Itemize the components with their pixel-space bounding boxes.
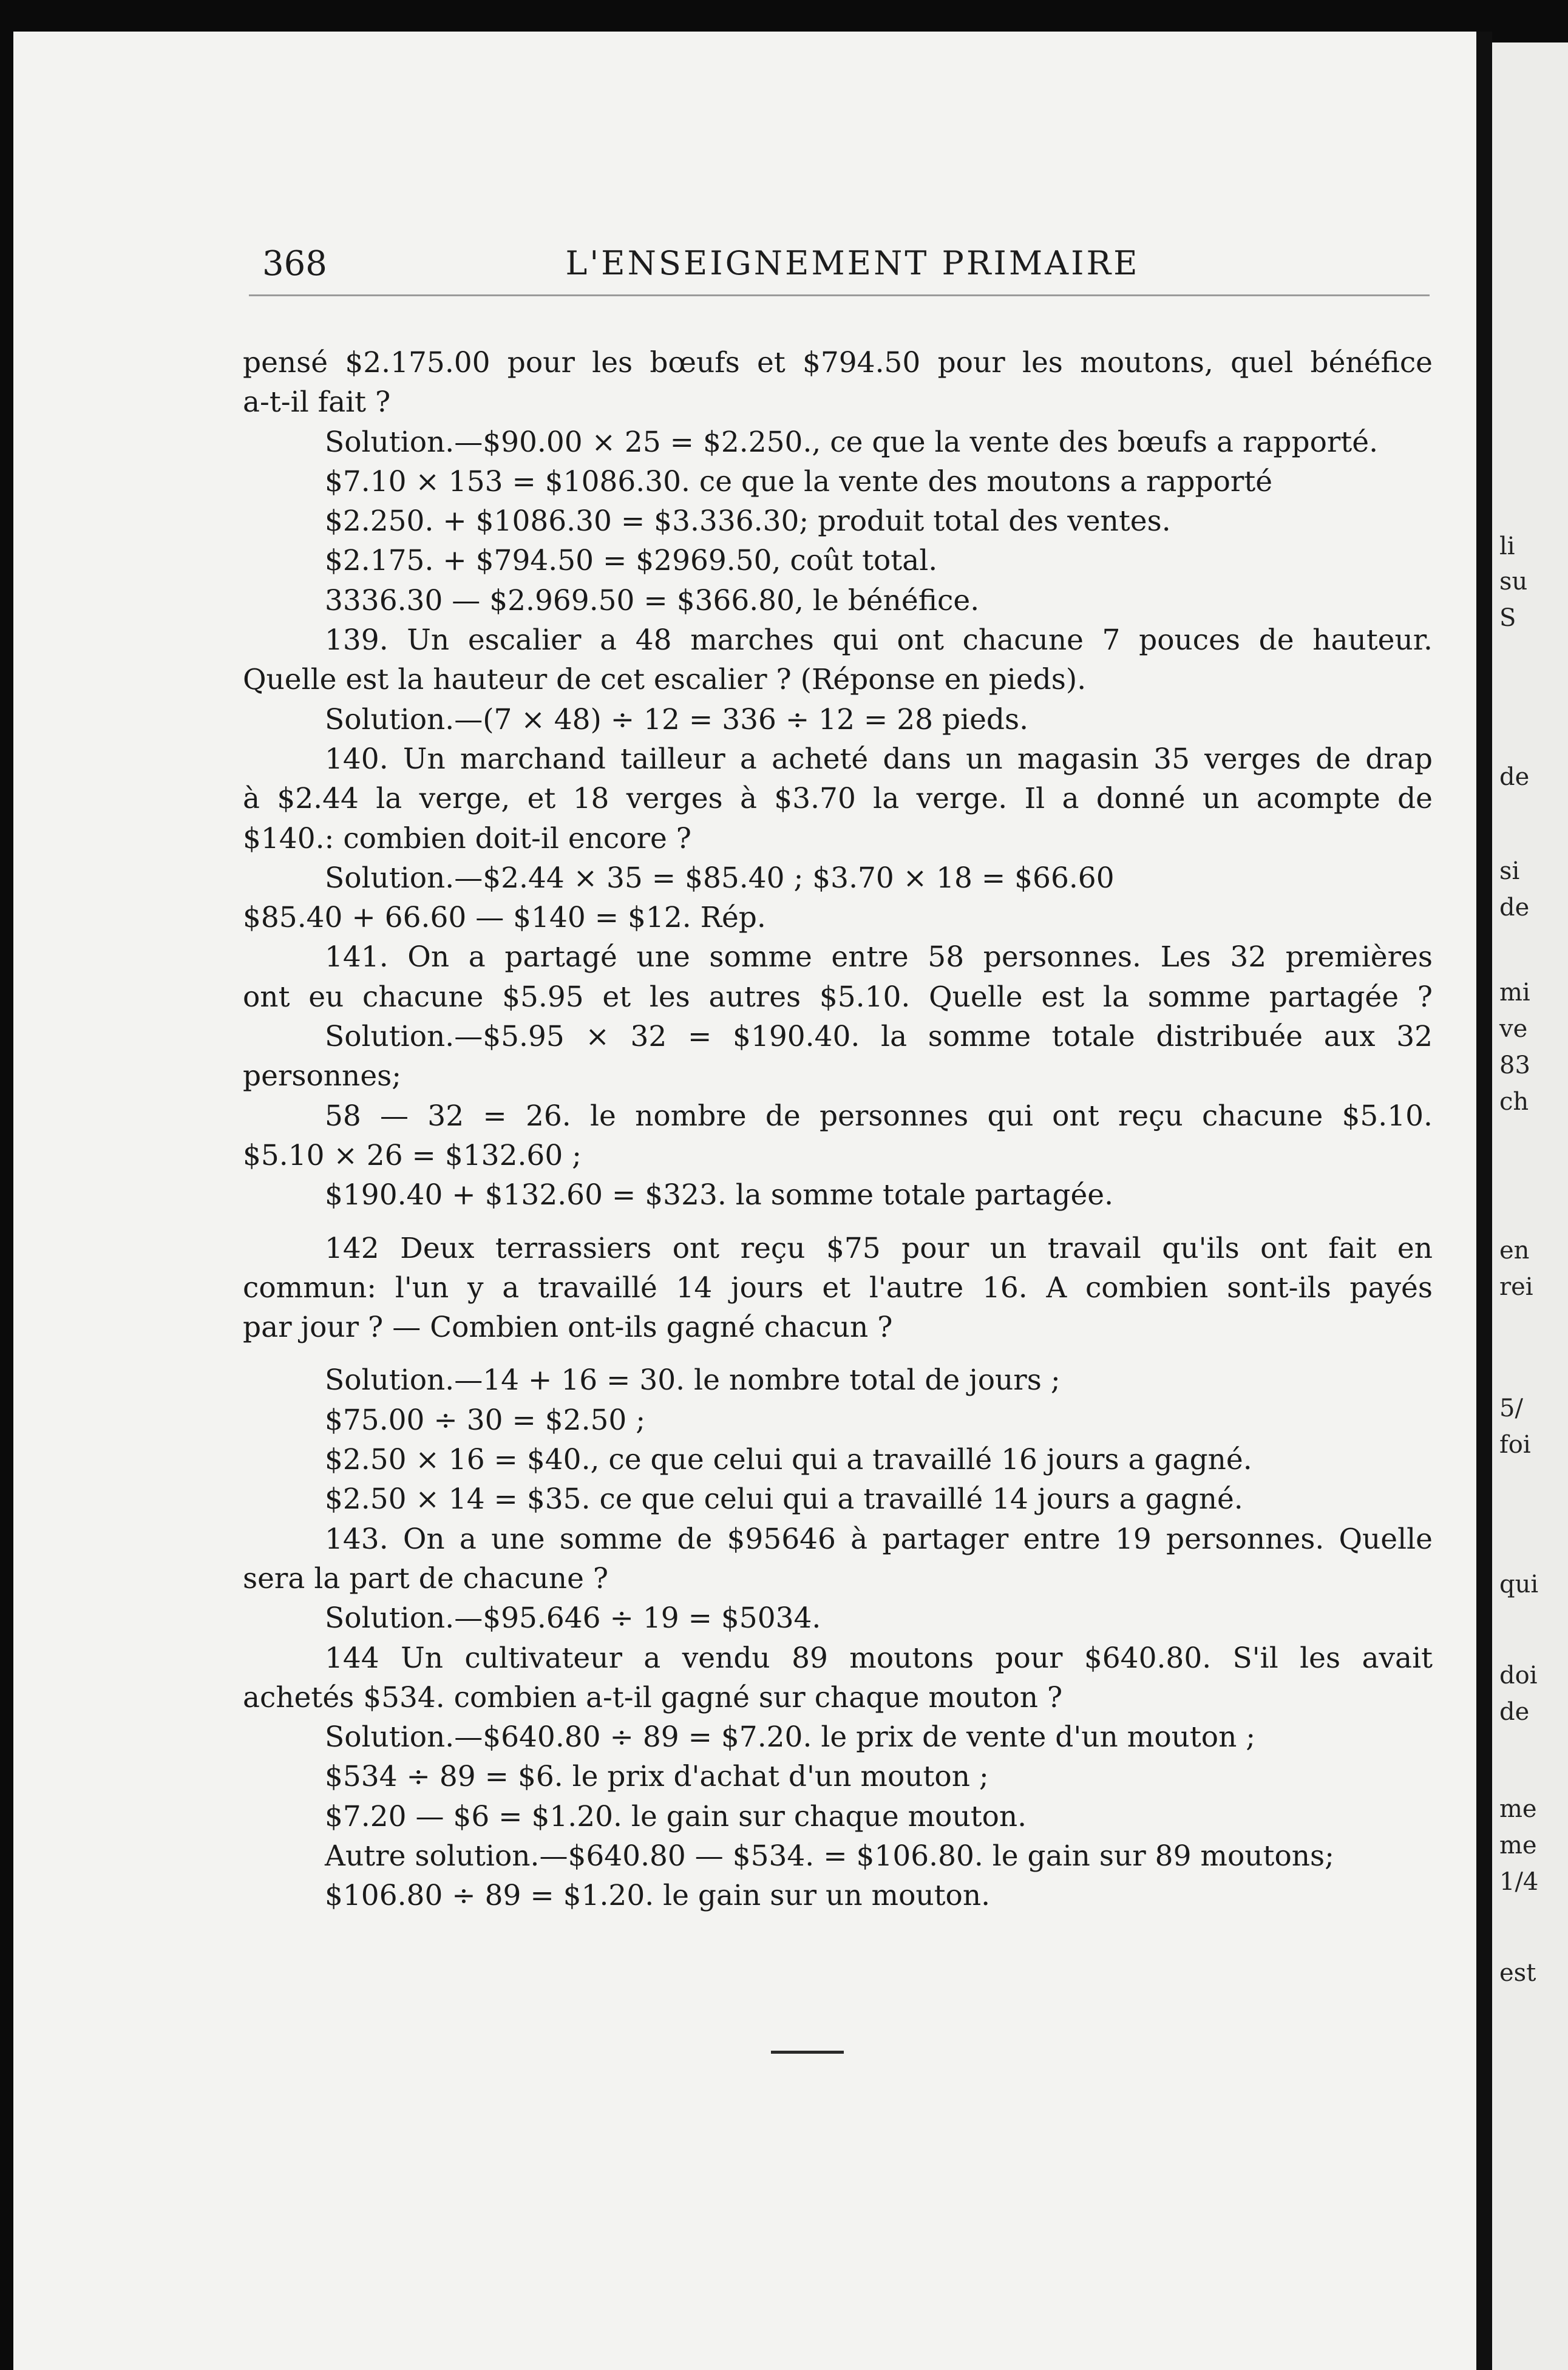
end-separator	[771, 2051, 844, 2054]
page-number: 368	[262, 244, 327, 284]
solution-line: Solution.—$5.95 × 32 = $190.40. la somme totale distribuée aux 32	[325, 1020, 1433, 1054]
solution-line: $2.50 × 14 = $35. ce que celui qui a travaillé 14 jours a gagné.	[325, 1482, 1243, 1516]
solution-line: 3336.30 — $2.969.50 = $366.80, le bénéfice.	[325, 583, 980, 617]
problem-line: 142 Deux terrassiers ont reçu $75 pour un travail qu'ils ont fait en	[325, 1231, 1433, 1265]
page-body	[243, 343, 1433, 1916]
problem-line: par jour ? — Combien ont-ils gagné chacun ?	[243, 1311, 893, 1345]
solution-line: $7.10 × 153 = $1086.30. ce que la vente des moutons a rapporté	[325, 464, 1273, 498]
facing-page-edge	[1492, 42, 1568, 2370]
solution-line: $85.40 + 66.60 — $140 = $12. Rép.	[243, 901, 766, 935]
solution-line: $2.175. + $794.50 = $2969.50, coût total.	[325, 544, 938, 578]
problem-line: 144 Un cultivateur a vendu 89 moutons pour $640.80. S'il les avait	[325, 1641, 1433, 1675]
facing-page-fragment: mi	[1499, 979, 1530, 1007]
solution-line: Solution.—14 + 16 = 30. le nombre total de jours ;	[325, 1363, 1061, 1397]
facing-page-fragment: doi	[1499, 1662, 1538, 1689]
facing-page-fragment: li	[1499, 532, 1515, 560]
facing-page-fragment: me	[1499, 1832, 1537, 1859]
solution-line: Solution.—$2.44 × 35 = $85.40 ; $3.70 × 18 = $66.60	[325, 861, 1115, 895]
solution-line: Solution.—(7 × 48) ÷ 12 = 336 ÷ 12 = 28 pieds.	[325, 702, 1029, 736]
problem-line: 139. Un escalier a 48 marches qui ont chacune 7 pouces de hauteur.	[325, 623, 1433, 657]
running-header	[262, 244, 1443, 287]
header-rule	[249, 294, 1430, 296]
facing-page-fragment: de	[1499, 763, 1530, 791]
facing-page-fragment: de	[1499, 894, 1530, 922]
facing-page-fragment: ch	[1499, 1088, 1529, 1116]
solution-line: Solution.—$95.646 ÷ 19 = $5034.	[325, 1601, 821, 1635]
facing-page-fragment: qui	[1499, 1570, 1539, 1598]
problem-line: 141. On a partagé une somme entre 58 personnes. Les 32 premières	[325, 940, 1433, 974]
text-line: pensé $2.175.00 pour les bœufs et $794.50 pour les moutons, quel bénéfice	[243, 346, 1433, 379]
problem-line: achetés $534. combien a-t-il gagné sur chaque mouton ?	[243, 1680, 1063, 1714]
text-line: a-t-il fait ?	[243, 385, 391, 419]
facing-page-fragment: 83	[1499, 1051, 1530, 1079]
facing-page-fragment: S	[1499, 604, 1516, 632]
solution-line: $106.80 ÷ 89 = $1.20. le gain sur un mouton.	[325, 1879, 991, 1913]
facing-page-fragment: rei	[1499, 1273, 1533, 1301]
facing-page-fragment: foi	[1499, 1431, 1531, 1459]
problem-line: $140.: combien doit-il encore ?	[243, 821, 691, 855]
problem-line: ont eu chacune $5.95 et les autres $5.10. Quelle est la somme partagée ?	[243, 980, 1433, 1014]
solution-line: $190.40 + $132.60 = $323. la somme totale partagée.	[325, 1178, 1114, 1212]
problem-line: à $2.44 la verge, et 18 verges à $3.70 la verge. Il a donné un acompte de	[243, 782, 1433, 816]
problem-line: commun: l'un y a travaillé 14 jours et l'autre 16. A combien sont-ils payés	[243, 1271, 1433, 1305]
solution-line: personnes;	[243, 1059, 402, 1093]
solution-line: Solution.—$90.00 × 25 = $2.250., ce que la vente des bœufs a rapporté.	[325, 425, 1379, 459]
problem-line: sera la part de chacune ?	[243, 1561, 609, 1595]
solution-line: Autre solution.—$640.80 — $534. = $106.80. le gain sur 89 moutons;	[325, 1839, 1334, 1873]
facing-page-fragment: de	[1499, 1698, 1530, 1726]
problem-line: Quelle est la hauteur de cet escalier ? (Réponse en pieds).	[243, 663, 1087, 697]
solution-line: $7.20 — $6 = $1.20. le gain sur chaque mouton.	[325, 1799, 1027, 1833]
facing-page-fragment: su	[1499, 568, 1528, 596]
facing-page-fragment: en	[1499, 1237, 1530, 1265]
facing-page-fragment: 5/	[1499, 1394, 1523, 1422]
facing-page-fragment: est	[1499, 1959, 1536, 1987]
solution-line: 58 — 32 = 26. le nombre de personnes qui ont reçu chacune $5.10.	[325, 1099, 1433, 1133]
solution-line: $75.00 ÷ 30 = $2.50 ;	[325, 1403, 646, 1437]
solution-line: $2.50 × 16 = $40., ce que celui qui a travaillé 16 jours a gagné.	[325, 1443, 1252, 1477]
problem-line: 140. Un marchand tailleur a acheté dans un magasin 35 verges de drap	[325, 742, 1433, 776]
solution-line: Solution.—$640.80 ÷ 89 = $7.20. le prix de vente d'un mouton ;	[325, 1720, 1256, 1754]
solution-line: $2.250. + $1086.30 = $3.336.30; produit total des ventes.	[325, 504, 1171, 538]
facing-page-fragment: me	[1499, 1795, 1537, 1823]
running-title: L'ENSEIGNEMENT PRIMAIRE	[565, 244, 1140, 282]
solution-line: $5.10 × 26 = $132.60 ;	[243, 1138, 582, 1172]
book-gutter	[1476, 32, 1492, 2370]
facing-page-fragment: 1/4	[1499, 1868, 1539, 1896]
facing-page-fragment: si	[1499, 857, 1520, 885]
facing-page-fragment: ve	[1499, 1015, 1528, 1043]
problem-line: 143. On a une somme de $95646 à partager entre 19 personnes. Quelle	[325, 1522, 1433, 1556]
solution-line: $534 ÷ 89 = $6. le prix d'achat d'un mouton ;	[325, 1760, 989, 1794]
